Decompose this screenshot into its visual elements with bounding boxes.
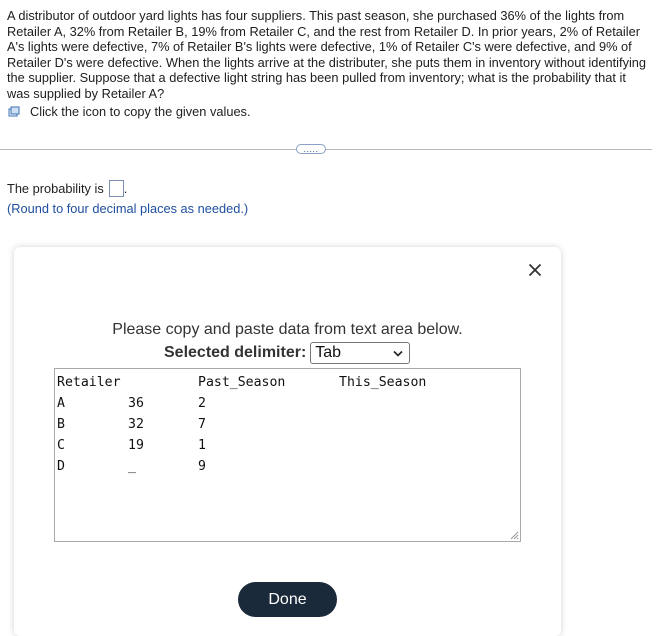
expand-more-button[interactable]: ..... — [296, 144, 326, 154]
section-divider — [0, 149, 652, 150]
delimiter-value: Tab — [315, 344, 342, 361]
table-cell — [339, 435, 459, 456]
table-cell: 2 — [198, 396, 206, 411]
table-row — [57, 393, 459, 414]
table-cell — [339, 414, 459, 435]
close-button[interactable] — [526, 261, 544, 279]
table-cell: 36 — [128, 396, 144, 411]
copy-values-row — [7, 104, 251, 119]
column-header: This_Season — [339, 375, 427, 390]
column-header — [128, 372, 198, 393]
question-text: A distributor of outdoor yard lights has four suppliers. This past season, she purchased 36% of the lights from Retailer A, 32% from Retailer B, 19% from Retailer C, and the rest from Retailer D. In prior years, 2% of Retailer A's lights were defective, 7% of Retailer B's lights were defective, 1% of Retailer C's were defective, and 9% of Retailer D's were defective. When the lights arrive at the distributer, she puts them in inventory without identifying the supplier. Suppose that a defective light string has been pulled from inventory; what is the probability that it was supplied by Retailer A? — [7, 8, 647, 101]
table-cell — [339, 393, 459, 414]
delimiter-label: Selected delimiter: — [164, 344, 307, 361]
answer-prefix: The probability is — [7, 181, 104, 196]
delimiter-row — [164, 342, 410, 364]
copy-icon[interactable] — [7, 105, 21, 119]
answer-suffix: . — [123, 181, 128, 196]
done-button[interactable]: Done — [238, 582, 337, 617]
data-table — [57, 372, 459, 477]
answer-line — [7, 180, 127, 197]
table-cell: 19 — [128, 438, 144, 453]
copy-values-label: Click the icon to copy the given values. — [30, 104, 251, 119]
table-row — [57, 435, 459, 456]
table-header-row — [57, 372, 459, 393]
resize-grip-icon[interactable] — [509, 530, 519, 540]
table-cell: 9 — [198, 459, 206, 474]
probability-answer-input[interactable] — [109, 180, 124, 197]
dialog-instructions: Please copy and paste data from text area below. — [112, 321, 463, 338]
table-cell — [339, 456, 459, 477]
table-row — [57, 414, 459, 435]
chevron-down-icon — [393, 350, 403, 357]
close-icon — [528, 263, 542, 277]
data-dialog — [14, 247, 561, 636]
table-cell: _ — [128, 459, 136, 474]
table-cell: C — [57, 438, 65, 453]
column-header: Past_Season — [198, 375, 286, 390]
table-row — [57, 456, 459, 477]
rounding-hint: (Round to four decimal places as needed.) — [7, 201, 249, 216]
data-text-area[interactable] — [54, 368, 521, 542]
table-cell: 32 — [128, 417, 144, 432]
column-header: Retailer — [57, 375, 121, 390]
table-cell: B — [57, 417, 65, 432]
table-cell: 1 — [198, 438, 206, 453]
table-cell: D — [57, 459, 65, 474]
table-cell: A — [57, 396, 65, 411]
delimiter-select[interactable] — [310, 342, 410, 364]
table-cell: 7 — [198, 417, 206, 432]
